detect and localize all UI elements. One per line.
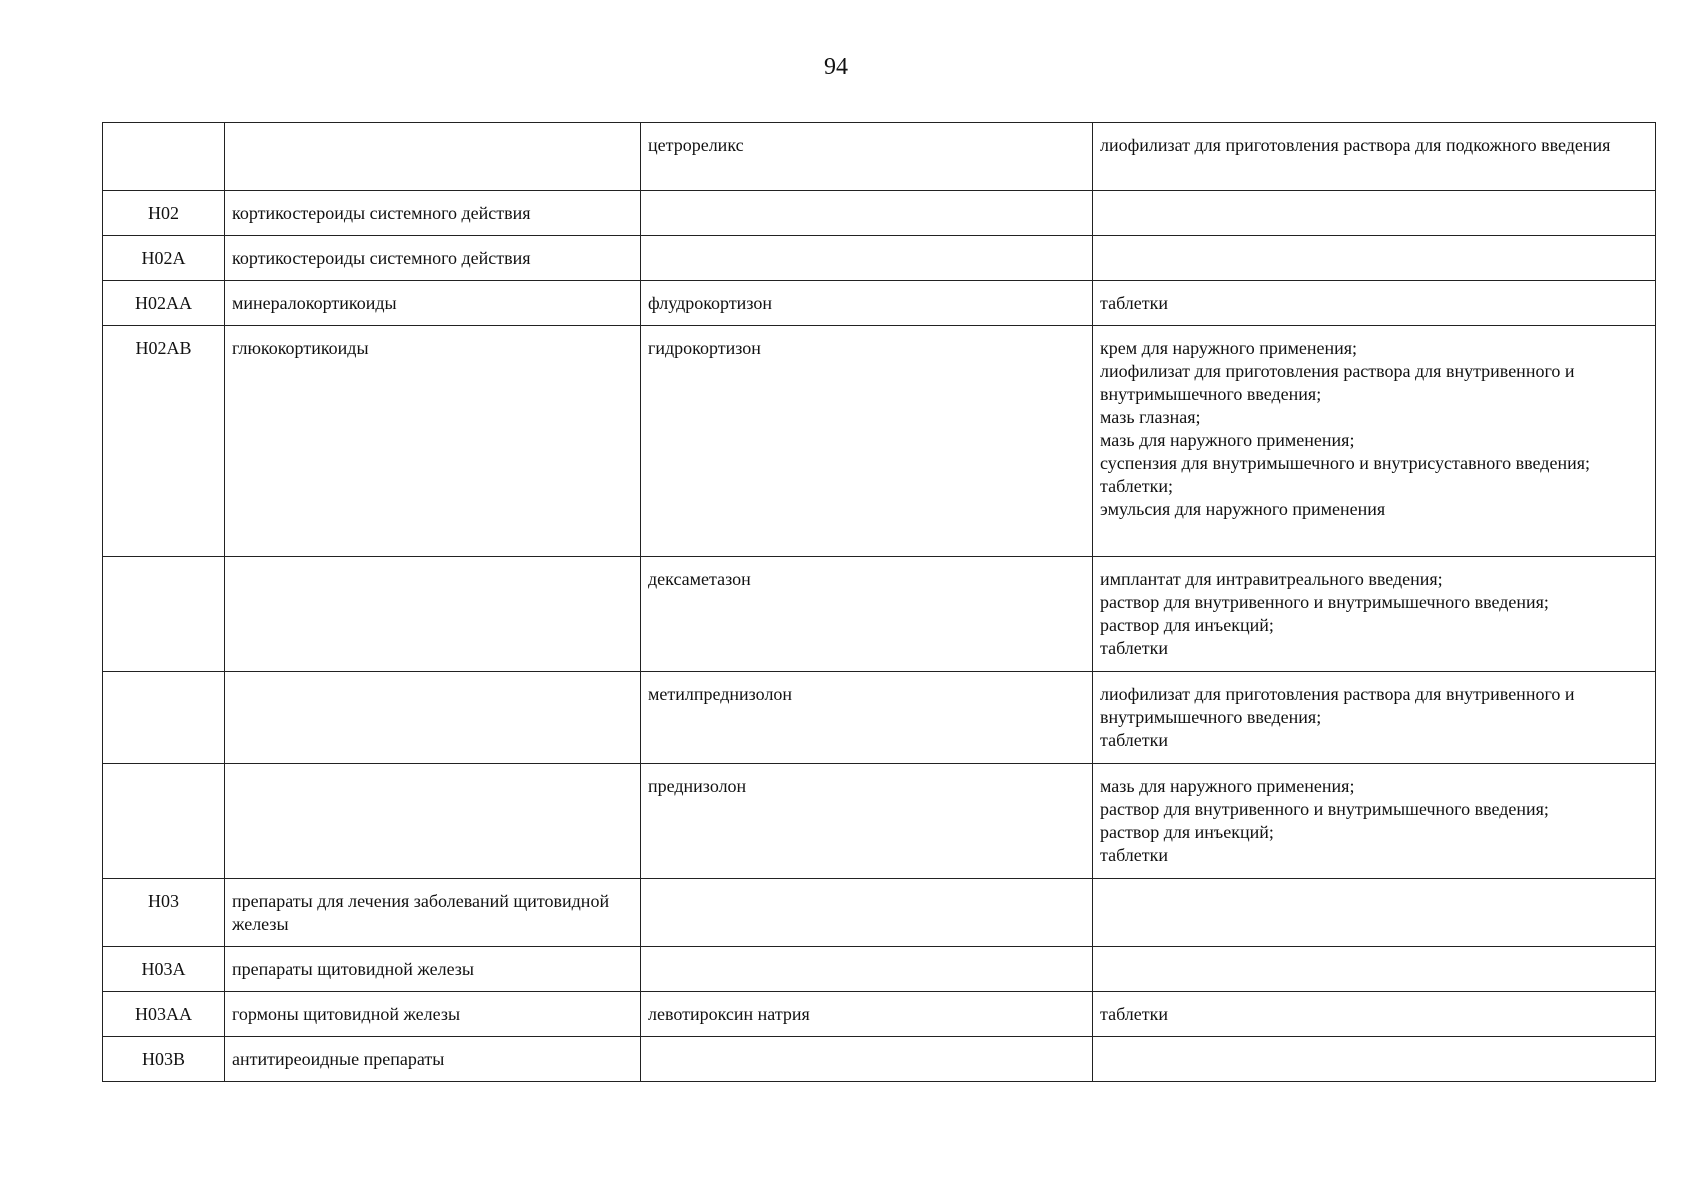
drug-cell: [641, 191, 1093, 236]
forms-cell: [1093, 1037, 1656, 1082]
atc-code-cell: H03: [103, 879, 225, 947]
drug-cell: гидрокортизон: [641, 326, 1093, 557]
group-cell: глюкокортикоиды: [225, 326, 641, 557]
form-line: таблетки: [1100, 845, 1169, 865]
page-number: [0, 54, 1697, 81]
table-row: [103, 326, 1656, 557]
forms-cell: [1093, 764, 1656, 879]
group-cell: [225, 672, 641, 764]
group-cell: [225, 123, 641, 191]
form-line: раствор для инъекций;: [1100, 615, 1274, 635]
form-line: таблетки: [1100, 638, 1169, 658]
page-number-text: 94: [824, 54, 848, 80]
form-line: лиофилизат для приготовления раствора для внутривенного и внутримышечного введения;: [1100, 361, 1575, 404]
atc-code-cell: H03AA: [103, 992, 225, 1037]
group-cell: минералокортикоиды: [225, 281, 641, 326]
drug-cell: [641, 947, 1093, 992]
form-line: таблетки: [1100, 293, 1169, 313]
drug-cell: [641, 879, 1093, 947]
forms-cell: [1093, 281, 1656, 326]
form-line: мазь глазная;: [1100, 407, 1201, 427]
forms-cell: [1093, 326, 1656, 557]
group-cell: препараты для лечения заболеваний щитовидной железы: [225, 879, 641, 947]
form-line: мазь для наружного применения;: [1100, 776, 1355, 796]
group-cell: антитиреоидные препараты: [225, 1037, 641, 1082]
table-row: [103, 191, 1656, 236]
table-row: [103, 879, 1656, 947]
drug-cell: дексаметазон: [641, 557, 1093, 672]
table-row: [103, 281, 1656, 326]
form-line: раствор для внутривенного и внутримышечного введения;: [1100, 799, 1549, 819]
atc-code-cell: H02AB: [103, 326, 225, 557]
group-cell: гормоны щитовидной железы: [225, 992, 641, 1037]
form-line: лиофилизат для приготовления раствора для внутривенного и внутримышечного введения;: [1100, 684, 1575, 727]
forms-cell: [1093, 123, 1656, 191]
drug-cell: [641, 236, 1093, 281]
drug-cell: флудрокортизон: [641, 281, 1093, 326]
table-body: [103, 123, 1656, 1082]
form-line: эмульсия для наружного применения: [1100, 499, 1386, 519]
table-row: [103, 764, 1656, 879]
group-cell: [225, 764, 641, 879]
form-line: раствор для внутривенного и внутримышечного введения;: [1100, 592, 1549, 612]
table-row: [103, 947, 1656, 992]
form-line: таблетки: [1100, 730, 1169, 750]
form-line: мазь для наружного применения;: [1100, 430, 1355, 450]
atc-code-cell: H02: [103, 191, 225, 236]
drug-cell: цетрореликс: [641, 123, 1093, 191]
atc-code-cell: H02AA: [103, 281, 225, 326]
atc-code-cell: [103, 672, 225, 764]
atc-code-cell: H03B: [103, 1037, 225, 1082]
form-line: крем для наружного применения;: [1100, 338, 1358, 358]
group-cell: препараты щитовидной железы: [225, 947, 641, 992]
forms-cell: [1093, 947, 1656, 992]
atc-code-cell: [103, 123, 225, 191]
forms-cell: [1093, 236, 1656, 281]
table-row: [103, 1037, 1656, 1082]
group-cell: кортикостероиды системного действия: [225, 236, 641, 281]
atc-code-cell: [103, 557, 225, 672]
drug-cell: метилпреднизолон: [641, 672, 1093, 764]
forms-cell: [1093, 879, 1656, 947]
group-cell: кортикостероиды системного действия: [225, 191, 641, 236]
table-row: [103, 557, 1656, 672]
forms-cell: [1093, 672, 1656, 764]
form-line: раствор для инъекций;: [1100, 822, 1274, 842]
group-cell: [225, 557, 641, 672]
forms-cell: [1093, 191, 1656, 236]
table-row: [103, 236, 1656, 281]
form-line: суспензия для внутримышечного и внутрисуставного введения;: [1100, 453, 1590, 473]
forms-cell: [1093, 992, 1656, 1037]
drug-cell: [641, 1037, 1093, 1082]
atc-code-cell: H02A: [103, 236, 225, 281]
atc-code-cell: H03A: [103, 947, 225, 992]
drug-cell: левотироксин натрия: [641, 992, 1093, 1037]
table-row: [103, 672, 1656, 764]
form-line: таблетки: [1100, 1004, 1169, 1024]
form-line: таблетки;: [1100, 476, 1174, 496]
table-row: [103, 123, 1656, 191]
atc-code-cell: [103, 764, 225, 879]
table-row: [103, 992, 1656, 1037]
drug-cell: преднизолон: [641, 764, 1093, 879]
form-line: имплантат для интравитреального введения;: [1100, 569, 1443, 589]
drug-table: [102, 122, 1656, 1082]
form-line: лиофилизат для приготовления раствора для подкожного введения: [1100, 135, 1611, 155]
forms-cell: [1093, 557, 1656, 672]
